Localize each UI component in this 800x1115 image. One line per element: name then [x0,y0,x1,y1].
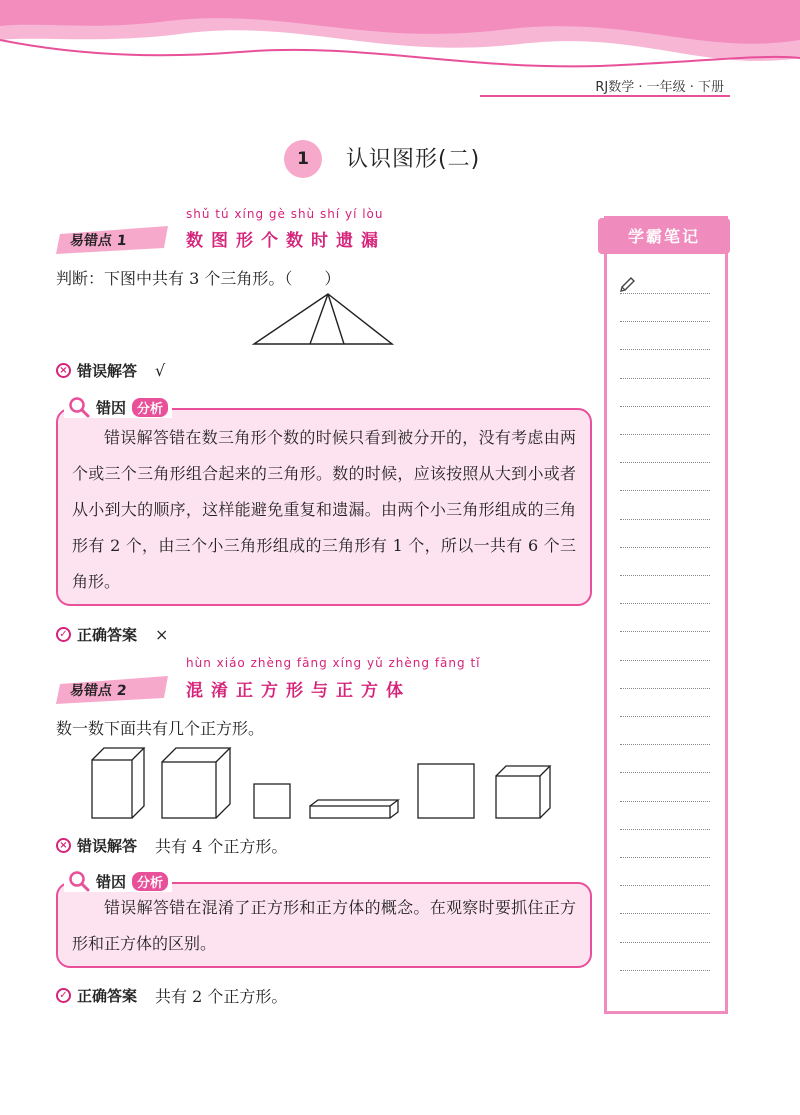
cross-circle-icon: × [56,363,71,378]
mistake-tag-1-label: 易错点 1 [69,233,128,249]
analysis-box-2 [56,882,592,968]
correct-answer-value: × [155,625,169,644]
note-line [620,293,710,294]
note-line [620,462,710,463]
analysis-text-1: 错误解答错在数三角形个数的时候只看到被分开的，没有考虑由两个或三个三角形组合起来的三角形。数的时候，应该按照从大到小或者从小到大的顺序，这样能避免重复和遗漏。由两个小三角形组成的三角形有 2 个，由三个小三角形组成的三角形有 1 个，所以一共有 6 个三角形。 [72,428,576,591]
series-label: RJ数学 · 一年级 · 下册 [595,80,724,95]
note-line [620,829,710,830]
note-line [620,801,710,802]
mistake-tag-1 [56,226,172,252]
note-line [620,913,710,914]
wrong-answer-label: 错误解答 [77,362,138,380]
topic-1-pinyin: shǔ tú xíng gè shù shí yí lòu [186,207,384,221]
note-line [620,519,710,520]
note-line [620,406,710,407]
magnifier-icon [68,396,90,418]
topic-2-pinyin: hùn xiáo zhèng fāng xíng yǔ zhèng fāng tǐ [186,656,481,670]
cause-header-2 [64,870,172,892]
cross-circle-icon: × [56,838,71,853]
topic-2-title: 混淆正方形与正方体 [186,681,411,701]
correct-answer-row-2 [56,984,287,1007]
magnifier-icon [68,870,90,892]
note-line [620,942,710,943]
wrong-answer-row-2 [56,834,287,857]
lesson-title: 认识图形(二) [346,147,481,172]
question-1-text: 判断：下图中共有 3 个三角形。（ ） [56,269,341,288]
notes-header [598,218,730,254]
cause-accent: 分析 [132,872,168,891]
wrong-answer-row-1 [56,360,165,381]
note-line [620,885,710,886]
shapes-figure [90,744,560,824]
note-line [620,575,710,576]
mistake-tag-2-label: 易错点 2 [69,683,128,699]
note-line [620,857,710,858]
note-line [620,688,710,689]
note-line [620,716,710,717]
cause-accent: 分析 [132,398,168,417]
correct-answer-label: 正确答案 [77,987,138,1005]
topic-1-title: 数图形个数时遗漏 [186,231,386,251]
cause-label: 错因 [96,398,127,417]
wrong-answer-label: 错误解答 [77,837,138,855]
notes-panel [604,216,728,1014]
correct-answer-value: 共有 2 个正方形。 [155,987,288,1006]
note-line [620,660,710,661]
note-line [620,547,710,548]
note-line [620,490,710,491]
note-line [620,772,710,773]
pencil-icon [618,276,636,294]
cause-header-1 [64,396,172,418]
correct-answer-row-1 [56,624,168,645]
cause-label: 错因 [96,872,127,891]
note-line [620,970,710,971]
note-line [620,631,710,632]
question-2-text: 数一数下面共有几个正方形。 [56,719,265,738]
note-line [620,349,710,350]
correct-answer-label: 正确答案 [77,626,138,644]
lesson-number-badge: 1 [284,140,322,178]
note-line [620,378,710,379]
check-circle-icon: ✓ [56,988,71,1003]
wrong-answer-value: 共有 4 个正方形。 [155,837,288,856]
wrong-answer-value: √ [155,361,166,380]
mistake-tag-2 [56,676,172,702]
note-line [620,434,710,435]
analysis-box-1 [56,408,592,606]
triangle-figure [252,292,394,346]
note-line [620,321,710,322]
check-circle-icon: ✓ [56,627,71,642]
analysis-text-2: 错误解答错在混淆了正方形和正方体的概念。在观察时要抓住正方形和正方体的区别。 [72,898,576,953]
note-line [620,603,710,604]
notes-title: 学霸笔记 [627,227,700,246]
note-line [620,744,710,745]
